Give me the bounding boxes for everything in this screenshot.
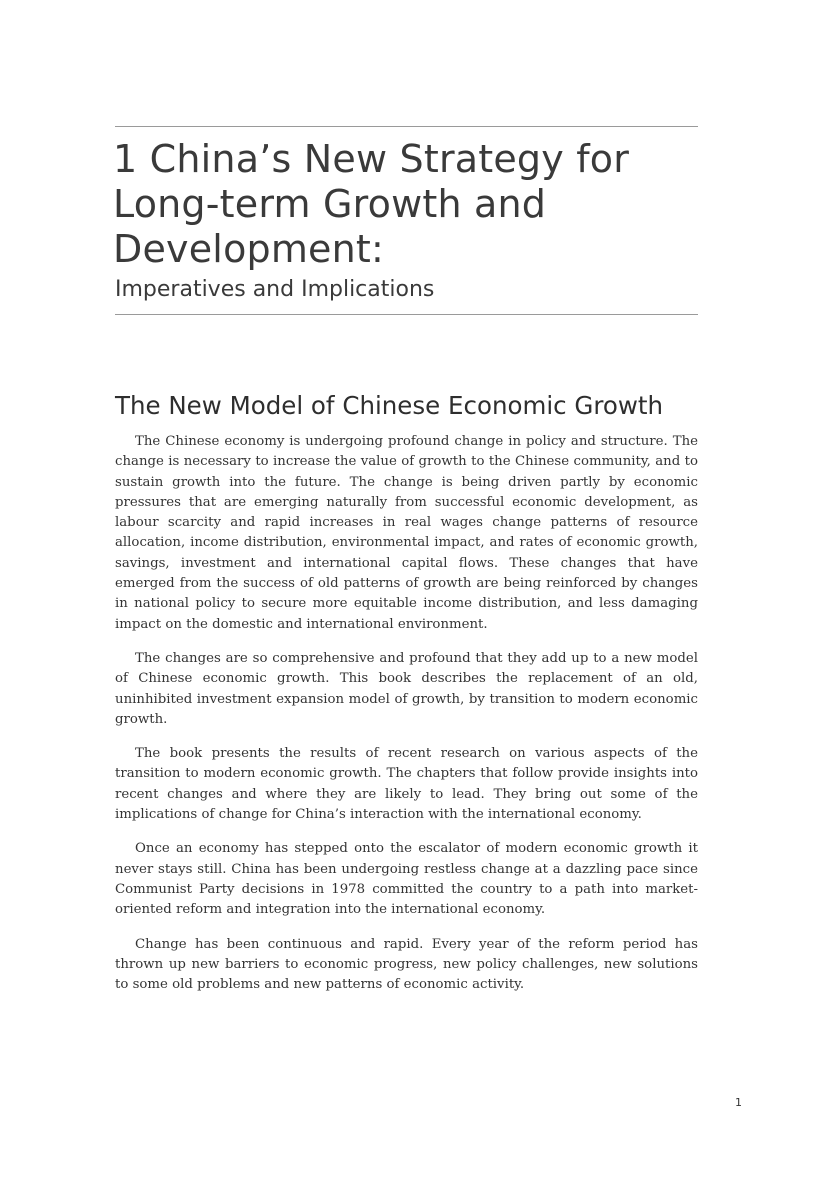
chapter-title-line-1: 1 China’s New Strategy for [113,137,630,181]
paragraph-5: Change has been continuous and rapid. Every year of the reform period has thrown up new barriers to economic progress, new policy challenges, new solutions to some old problems and new patterns of economic activity. [115,936,698,993]
chapter-title-line-2: Long-term Growth and [113,182,547,226]
paragraph-4: Once an economy has stepped onto the escalator of modern economic growth it never stays still. China has been undergoing restless change at a dazzling pace since Communist Party decisions in 1978 committed the country to a path into market-oriented reform and integration into the international economy. [115,841,698,918]
paragraph-3: The book presents the results of recent research on various aspects of the transition to modern economic growth. The chapters that follow provide insights into recent changes and where they are likely to lead. They bring out some of the implications of change for China’s interaction with the international economy. [115,746,698,823]
section-heading: The New Model of Chinese Economic Growth [115,391,664,420]
title-top-rule [115,126,698,127]
body-text [115,432,698,1009]
page-number: 1 [735,1096,742,1109]
chapter-title [113,137,713,272]
title-bottom-rule [115,314,698,315]
chapter-title-line-3: Development: [113,227,385,271]
paragraph-1: The Chinese economy is undergoing profound change in policy and structure. The change is necessary to increase the value of growth to the Chinese community, and to sustain growth into the future. The change is being driven partly by economic pressures that are emerging naturally from successful economic development, as labour scarcity and rapid increases in real wages change patterns of resource allocation, income distribution, environmental impact, and rates of economic growth, savings, investment and international capital flows. These changes that have emerged from the success of old patterns of growth are being reinforced by changes in national policy to secure more equitable income distribution, and less damaging impact on the domestic and international environment. [115,434,698,632]
paragraph-2: The changes are so comprehensive and profound that they add up to a new model of Chinese economic growth. This book describes the replacement of an old, uninhibited investment expansion model of growth, by transition to modern economic growth. [115,650,698,727]
chapter-subtitle: Imperatives and Implications [115,277,435,302]
